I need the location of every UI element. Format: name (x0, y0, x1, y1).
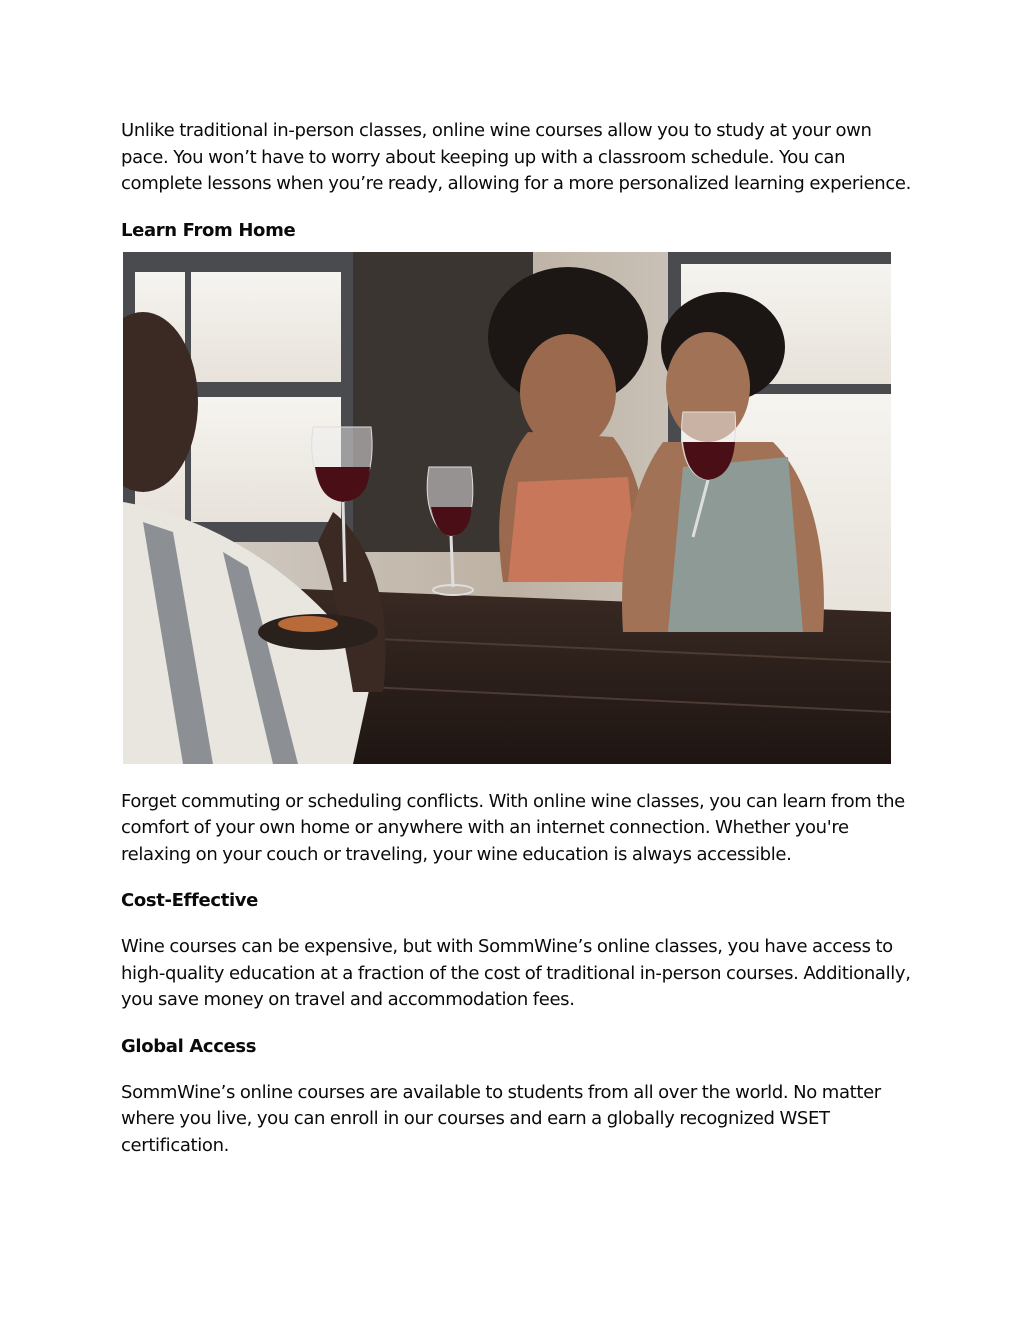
document-body (121, 118, 911, 1159)
intro-paragraph: Unlike traditional in-person classes, online wine courses allow you to study at your own pace. You won’t have to worry about keeping up with a classroom schedule. You can complete lessons when you’re ready, allowing for a more personalized learning experience. (121, 120, 911, 194)
global-access-heading: Global Access (121, 1035, 257, 1057)
friends-drinking-wine-photo (123, 252, 891, 764)
cost-effective-heading: Cost-Effective (121, 890, 259, 911)
learn-from-home-heading: Learn From Home (121, 219, 296, 241)
global-access-paragraph: SommWine’s online courses are available to students from all over the world. No matter where you live, you can enroll in our courses and earn a globally recognized WSET certification. (121, 1081, 881, 1156)
cost-effective-paragraph: Wine courses can be expensive, but with SommWine’s online classes, you have access to high-quality education at a fraction of the cost of traditional in-person courses. Additionally, you save money on travel and accommodation fees. (121, 936, 911, 1010)
photo-illustration (123, 252, 891, 764)
learn-from-home-paragraph: Forget commuting or scheduling conflicts. With online wine classes, you can learn from the comfort of your own home or anywhere with an internet connection. Whether you're relaxing on your couch or traveling, your wine education is always accessible. (121, 790, 905, 865)
